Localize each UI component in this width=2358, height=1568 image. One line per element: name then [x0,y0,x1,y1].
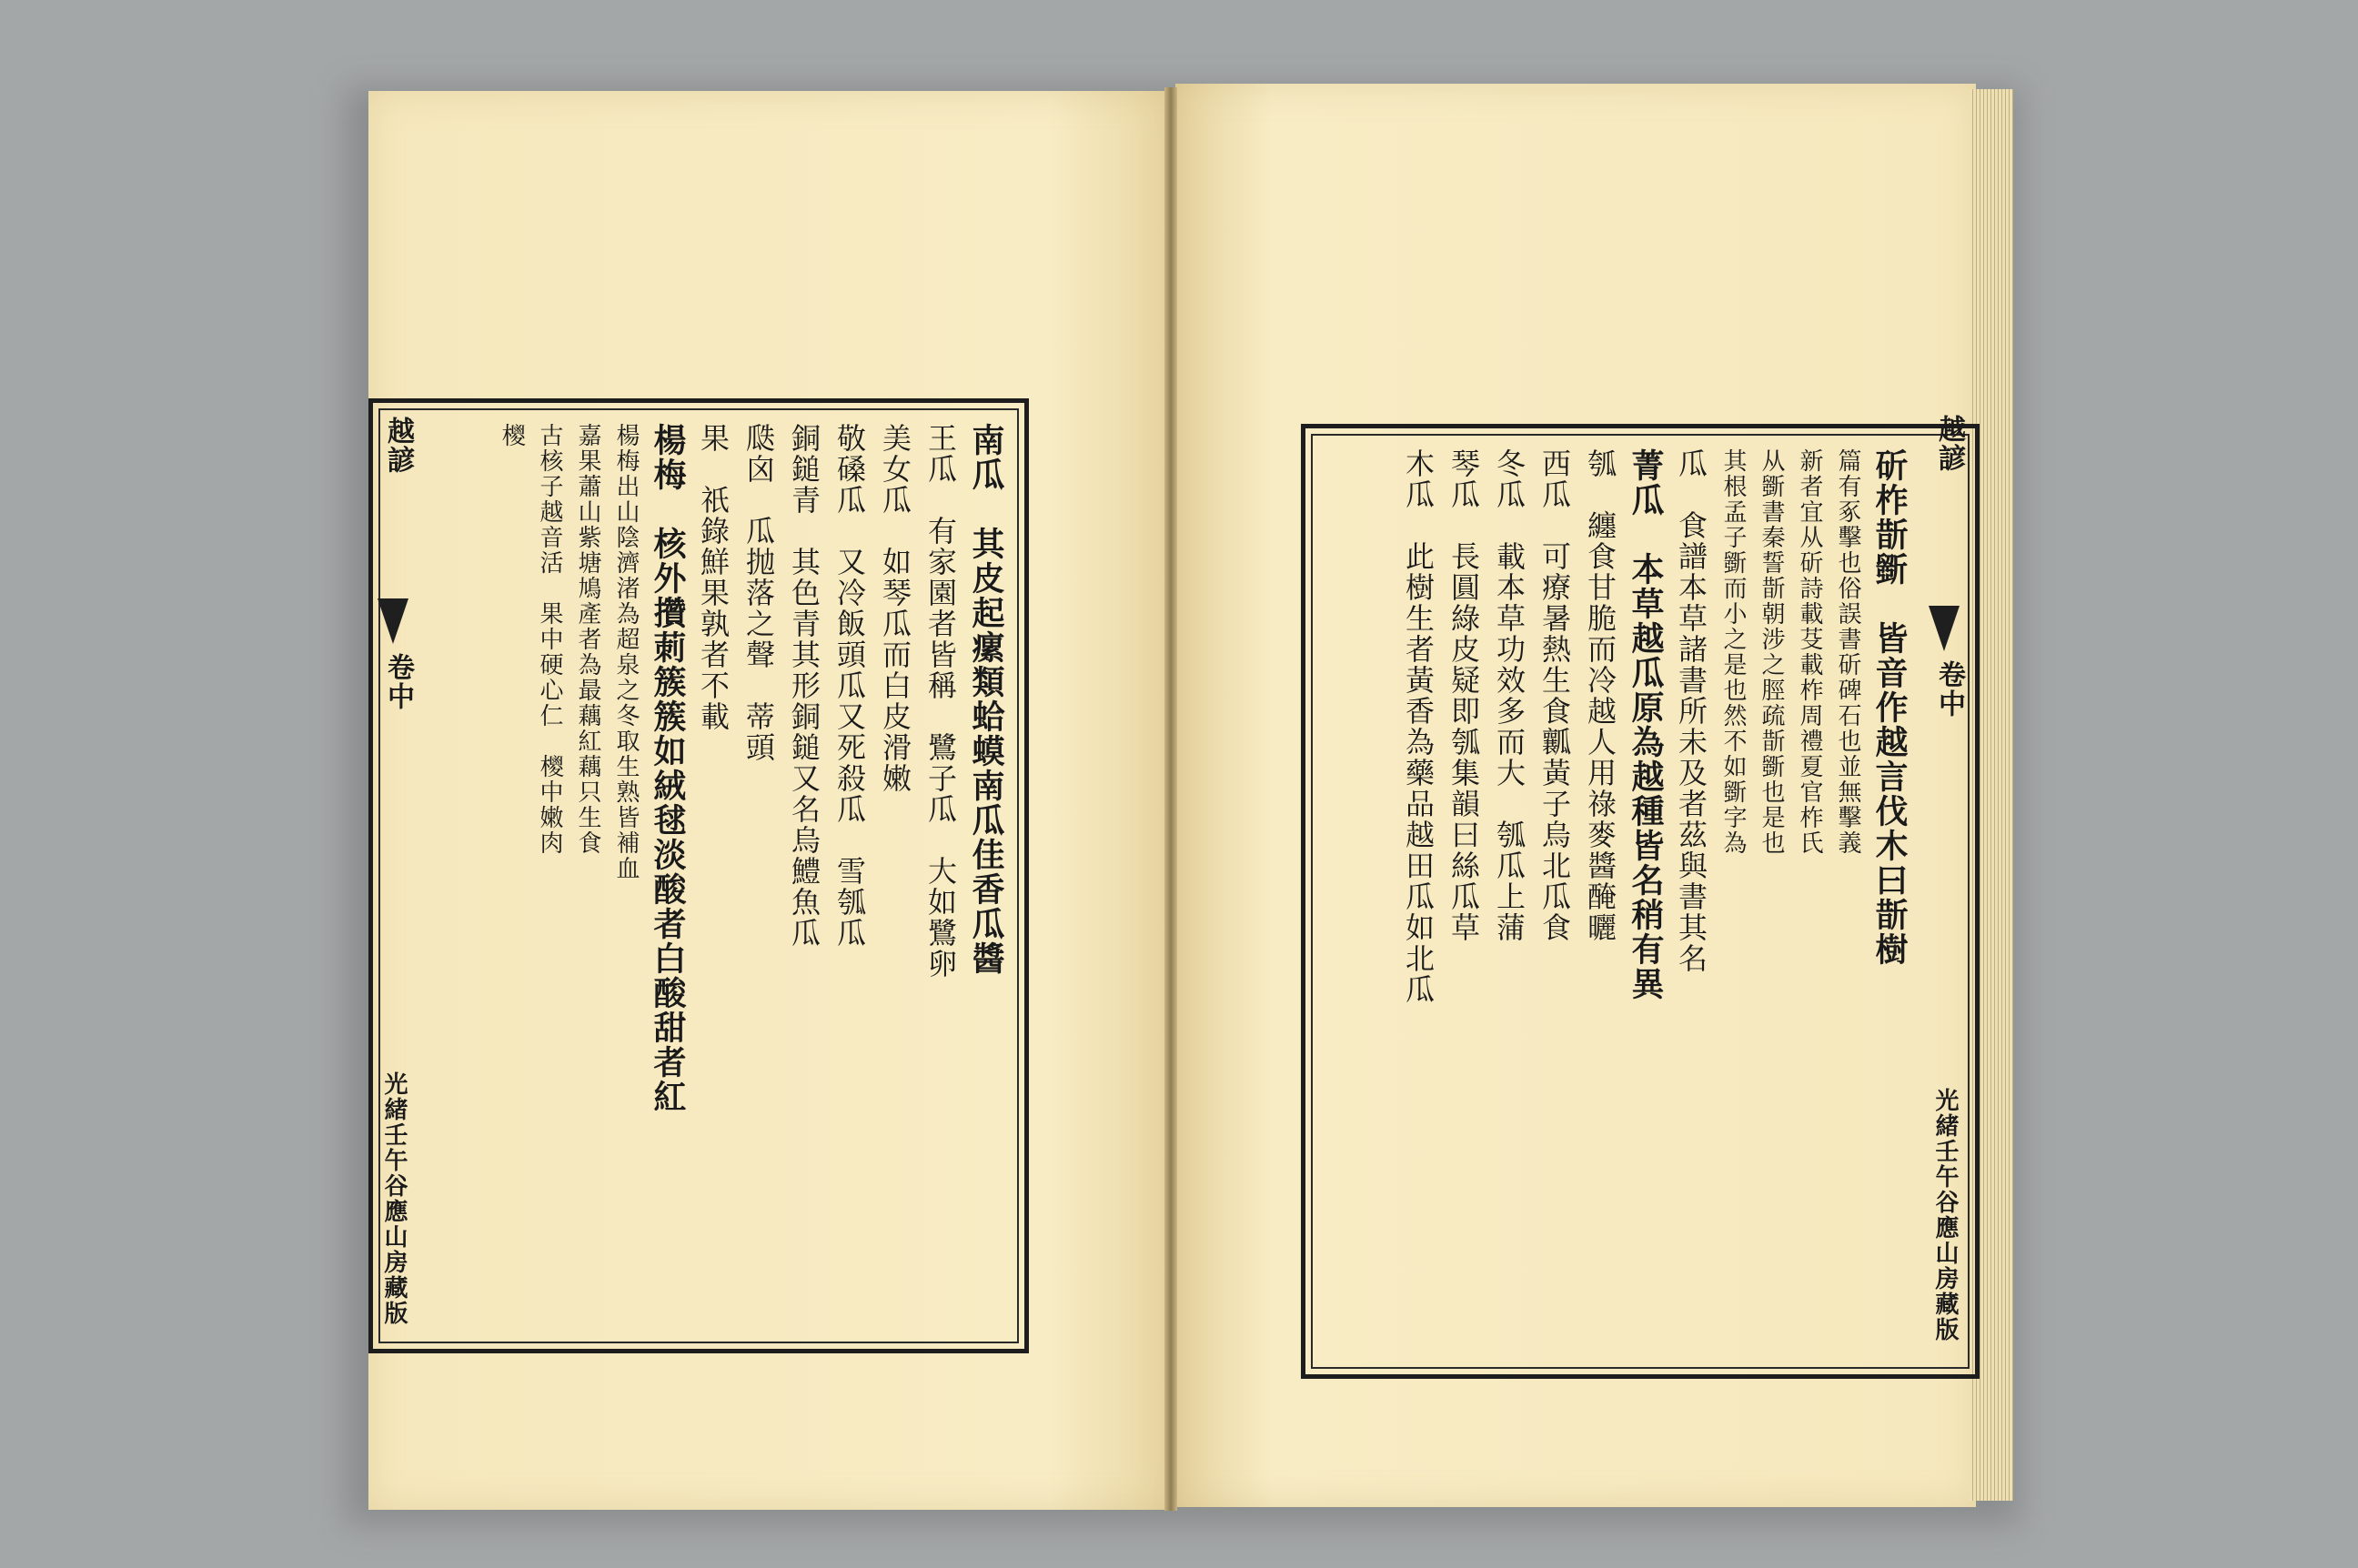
left-col-4: 敬磉瓜 又冷飯頭瓜又死殺瓜 雪瓠瓜 [832,423,867,949]
right-col-3: 新者宜从斫詩載芟載柞周禮夏官柞氏 [1796,448,1823,856]
right-columns [1322,448,1911,1354]
right-col-10: 冬瓜 載本草功效多而大 瓠瓜上蒲 [1492,448,1527,943]
left-col-12: 㯶 [498,423,525,448]
left-col-1: 南瓜 其皮起瘰類蛤蟆南瓜佳香瓜醬 [967,423,1005,976]
right-col-2: 篇有豖擊也俗誤書斫碑石也並無擊義 [1834,448,1861,856]
left-inner-border [378,408,1019,1343]
left-col-3: 美女瓜 如琴瓜而白皮滑嫩 [878,423,912,794]
right-col-12: 木瓜 此樹生者黃香為藥品越田瓜如北瓜 [1401,448,1436,1005]
left-band-volume: 卷中 [382,653,414,711]
left-col-10: 嘉果蕭山紫塘鳩產者為最藕紅藕只生食 [574,423,601,856]
fish-tail-mark-icon [378,598,408,644]
right-col-9: 西瓜 可療暑熱生食瓤黃子烏北瓜食 [1537,448,1572,943]
left-col-7: 果 祇錄鮮果孰者不載 [696,423,731,732]
fish-tail-mark-icon [1929,606,1960,651]
right-band-publisher: 光緒壬午谷應山房藏版 [1931,1088,1959,1342]
left-col-9: 楊梅出山陰濟渚為超泉之冬取生熟皆補血 [612,423,640,881]
right-band-volume: 卷中 [1933,660,1965,719]
right-col-5: 其根孟子斵而小之是也然不如斵字為 [1719,448,1747,856]
right-inner-border [1311,434,1970,1369]
right-col-8: 瓠 纏食甘脆而冷越人用祿麥醬醃曬 [1583,448,1617,943]
left-text-frame [368,398,1029,1353]
right-col-7: 菁瓜 本草越瓜原為越種皆名稍有異 [1627,448,1665,1001]
right-col-11: 琴瓜 長圓綠皮疑即瓠集韻曰絲瓜草 [1446,448,1481,943]
left-band-publisher: 光緒壬午谷應山房藏版 [380,1071,408,1326]
right-center-band [1918,415,1970,1374]
right-col-4: 从斵書秦誓斮朝涉之脛疏斮斵也是也 [1758,448,1785,856]
left-col-6: 瓞囟 瓜抛落之聲 蒂頭 [741,423,776,763]
left-center-band [368,398,419,1353]
right-text-frame [1301,424,1980,1379]
left-col-2: 王瓜 有家園者皆稱 鷺子瓜 大如鷺卵 [923,423,958,980]
left-col-11: 古核子越音活 果中硬心仁 㯶中嫩肉 [536,423,563,856]
right-band-title: 越諺 [1933,415,1965,473]
right-col-1: 斫柞斮斵 皆音作越言伐木曰斮樹 [1870,448,1909,967]
left-columns [428,423,1008,1329]
book-gutter [1164,87,1177,1511]
left-col-8: 楊梅 核外攢莿簇簇如絨毬淡酸者白酸甜者紅 [649,423,687,1114]
right-col-6: 瓜 食譜本草諸書所未及者茲與書其名 [1674,448,1708,974]
left-col-5: 銅鎚青 其色青其形銅鎚又名烏鱧魚瓜 [787,423,821,949]
left-band-title: 越諺 [382,417,414,475]
